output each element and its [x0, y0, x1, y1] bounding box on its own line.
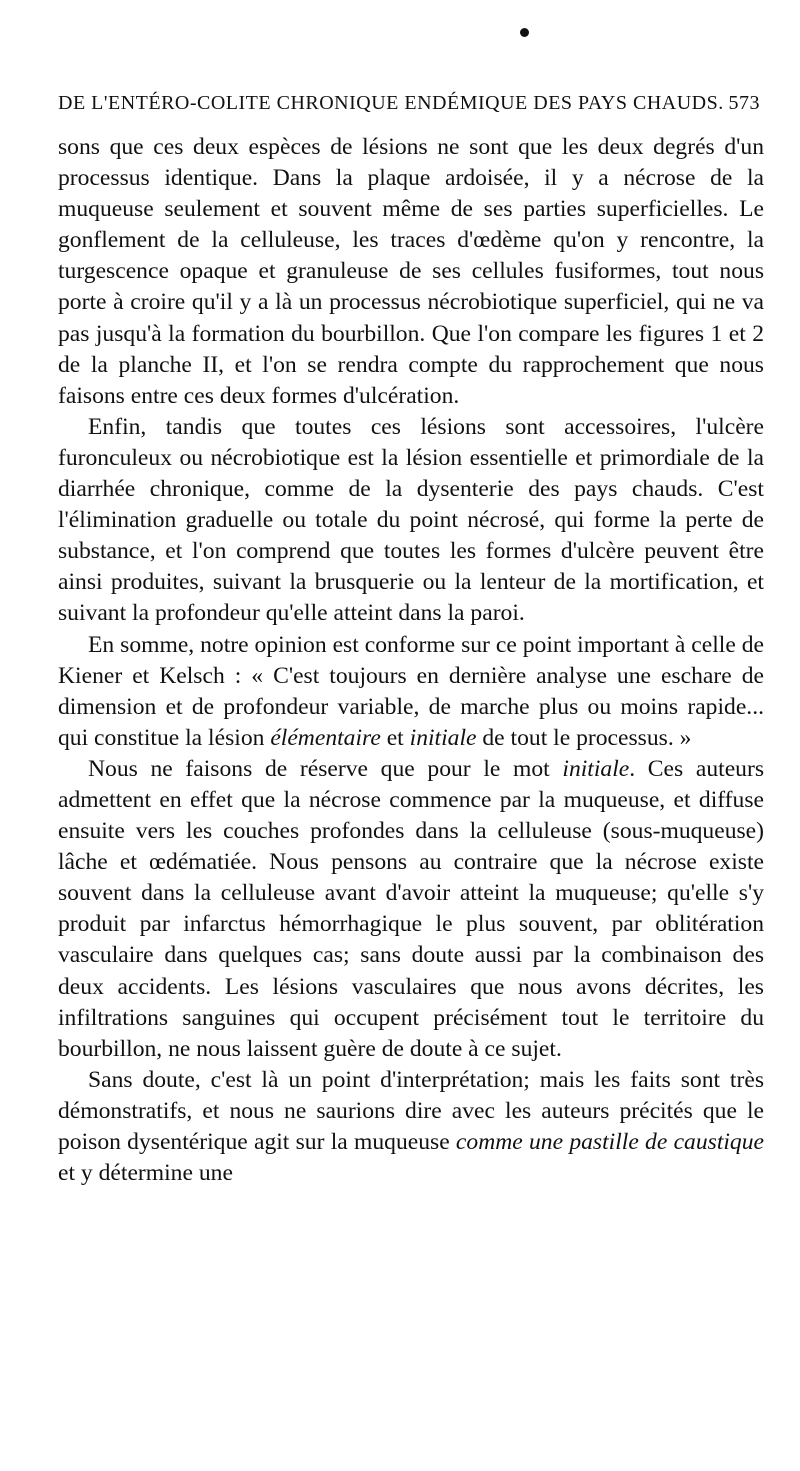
paragraph	[58, 412, 764, 630]
italic-text: initiale	[409, 724, 477, 751]
text-run: Sans doute, c'est là un point d'interprétation; mais les faits sont très démonstratifs, et nous ne saurions dire avec les auteurs précités que le poison dysentérique agit sur la muqueuse	[58, 1066, 764, 1155]
paragraph	[58, 754, 764, 1065]
text-run: . Ces auteurs admettent en effet que la nécrose commence par la muqueuse, et diffuse ensuite vers les couches profondes dans la celluleuse (sous-muqueuse) lâche et œdématiée. Nous pensons au contraire que la nécrose existe souvent dans la celluleuse avant d'avoir atteint la muqueuse; qu'elle s'y produit par infarctus hémorrhagique le plus souvent, par oblitération vasculaire dans quelques cas; sans doute aussi par la combinaison des deux accidents. Les lésions vasculaires que nous avons décrites, les infiltrations sanguines qui occupent précisément tout le territoire du bourbillon, ne nous laissent guère de doute à ce sujet.	[58, 755, 764, 1062]
text-run: Enfin, tandis que toutes ces lésions sont accessoires, l'ulcère furonculeux ou nécrobiotique est la lésion essentielle et primordiale de la diarrhée chronique, comme de la dysenterie des pays chauds. C'est l'élimination graduelle ou totale du point nécrosé, qui forme la perte de substance, et l'on comprend que toutes les formes d'ulcère peuvent être ainsi produites, suivant la brusquerie ou la lenteur de la mortification, et suivant la profondeur qu'elle atteint dans la paroi.	[58, 413, 764, 627]
italic-text: comme une pastille de caustique	[455, 1129, 764, 1155]
italic-text: initiale	[562, 755, 630, 782]
paragraph	[58, 132, 764, 412]
text-run: sons que ces deux espèces de lésions ne sont que les deux degrés d'un processus identique. Dans la plaque ardoisée, il y a nécrose de la muqueuse seulement et souvent même de ses parties superficielles. Le gonflement de la celluleuse, les traces d'œdème qu'on y rencontre, la turgescence opaque et granuleuse de ses cellules fusiformes, tout nous porte à croire qu'il y a là un processus nécrobiotique superficiel, qui ne va pas jusqu'à la formation du bourbillon. Que l'on compare les figures 1 et 2 de la planche II, et l'on se rendra compte du rapprochement que nous faisons entre ces deux formes d'ulcération.	[58, 134, 764, 409]
italic-text: élémentaire	[270, 724, 381, 751]
running-head	[58, 92, 760, 115]
ink-dot	[520, 28, 529, 37]
text-run: de tout le processus. »	[476, 724, 692, 751]
running-title: DE L'ENTÉRO-COLITE CHRONIQUE ENDÉMIQUE DES PAYS CHAUDS.	[58, 92, 724, 114]
page-number: 573	[728, 92, 760, 114]
text-run: Nous ne faisons de réserve que pour le mot	[88, 755, 563, 782]
text-run: et	[380, 724, 410, 751]
text-run: En somme, notre opinion est conforme sur ce point important à celle de Kiener et Kelsch : « C'est toujours en dernière analyse une eschare de dimension et de profondeur variable, de marche plus ou moins rapide... qui constitue la lésion	[58, 631, 764, 751]
paragraph	[58, 630, 764, 754]
text-run: et y détermine une	[58, 1160, 233, 1187]
paragraph	[58, 1065, 764, 1189]
body-text	[58, 132, 764, 1189]
